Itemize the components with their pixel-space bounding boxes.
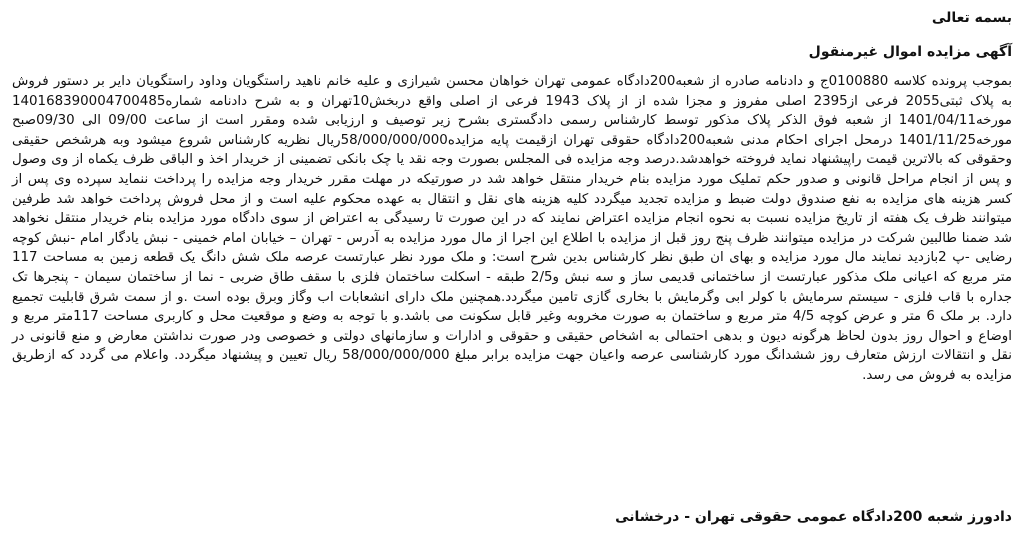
notice-body-text: بموجب پرونده کلاسه 0100880ج و دادنامه صادره از شعبه200دادگاه عمومی تهران خواهان محسن شیرازی و علیه خانم ناهید راستگویان وداود راستگویان دایر بر دستور فروش به پلاک ثبتی2055 فرعی از2395 اصلی مفروز و مجزا شده از از پلاک 1943 فرعی از اصلی واقع دربخش10تهران و به شرح دادنامه شماره140168390004700485 مورخه1401/04/11 از شعبه فوق الذکر پلاک مذکور توسط کارشناس رسمی دادگستری بشرح زیر توصیف و ارزیابی شده ومقرر است از ساعت 09/00 الی 09/30صبح مورخه1401/11/25 درمحل اجرای احکام مدنی شعبه200دادگاه حقوقی تهران ازقیمت پایه مزایده58/000/000/000ریال نظریه کارشناس شروع میشود وبه هرشخص حقیقی وحقوقی که بالاترین قیمت راپیشنهاد نماید فروخته خواهدشد.درصد وجه مزایده فی المجلس بصورت وجه نقد یا چک بانکی تضمینی از خریدار اخذ و الباقی ظرف یکماه از وی وصول و پس از انجام مراحل قانونی و صدور حکم تملیک مورد مزایده بنام خریدار منتقل خواهد شد در صورتیکه در مهلت مقرر خریدار وجه مزایده را پرداخت ننماید سپرده وی پس از کسر هزینه های مزایده به نفع صندوق دولت ضبط و مزایده تجدید میگردد کلیه هزینه های نقل و انتقال به عهده محکوم علیه است و از محل فروش پرداخت خواهد شد طرفین میتوانند ظرف یک هفته از تاریخ مزایده نسبت به نحوه انجام مزایده اعتراض نمایند که در این صورت تا رسیدگی به اعتراض از سوی دادگاه مورد مزایده بنام خریدار منتقل نخواهد شد ضمنا طالبین شرکت در مزایده میتوانند ظرف پنج روز قبل از مزایده با اطلاع این اجرا از مال مورد مزایده به آدرس - تهران – خیابان امام خمینی - نبش یادگار امام -نبش کوچه رضایی -پ 2بازدید نمایند مال مورد مزایده و بهای ان طبق نظر کارشناس بدین شرح است: و ملک مورد نظر عبارتست عرصه ملک شش دانگ یک قطعه زمین به مساحت 117 متر مربع که اعیانی ملک مذکور عبارتست از ساختمانی قدیمی ساز و سه نبش و2/5 طبقه - اسکلت ساختمان فلزی با سقف طاق ضربی - نما از ساختمان سیمان - پنجرها تک جداره با قاب فلزی - سیستم سرمایش با کولر ابی وگرمایش با بخاری گازی تامین میگردد.همچنین ملک دارای انشعابات اب وگاز وبرق بوده است .و از سمت شرق قابلیت تجمیع دارد. بر ملک 6 متر و عرض کوچه 4/5 متر مربع و ساختمان به صورت مخروبه وغیر قابل سکونت می باشد.و با توجه به وضع و موقعیت محل و کاربری مساحت 117متر مربع و اوضاع و احوال روز بدون لحاظ هرگونه دیون و بدهی احتمالی به اشخاص حقیقی و حقوقی و ادارات و سازمانهای دولتی و خصوصی ودر صورت نداشتن معارض و منع قانونی در نقل و انتقالات ارزش متعارف روز ششدانگ مورد کارشناسی عرصه واعیان جهت مزایده برابر مبلغ 58/000/000/000 ریال تعیین و پیشنهاد میگردد. واعلام می گردد که ازطریق مزایده به فروش می رسد. xyxy=(12,74,1013,383)
notice-title: آگهی مزایده اموال غیرمنقول xyxy=(808,44,1012,60)
basmala-heading: بسمه تعالی xyxy=(931,10,1012,26)
signature-line: دادورز شعبه 200دادگاه عمومی حقوقی تهران - درخشانی xyxy=(615,509,1012,525)
